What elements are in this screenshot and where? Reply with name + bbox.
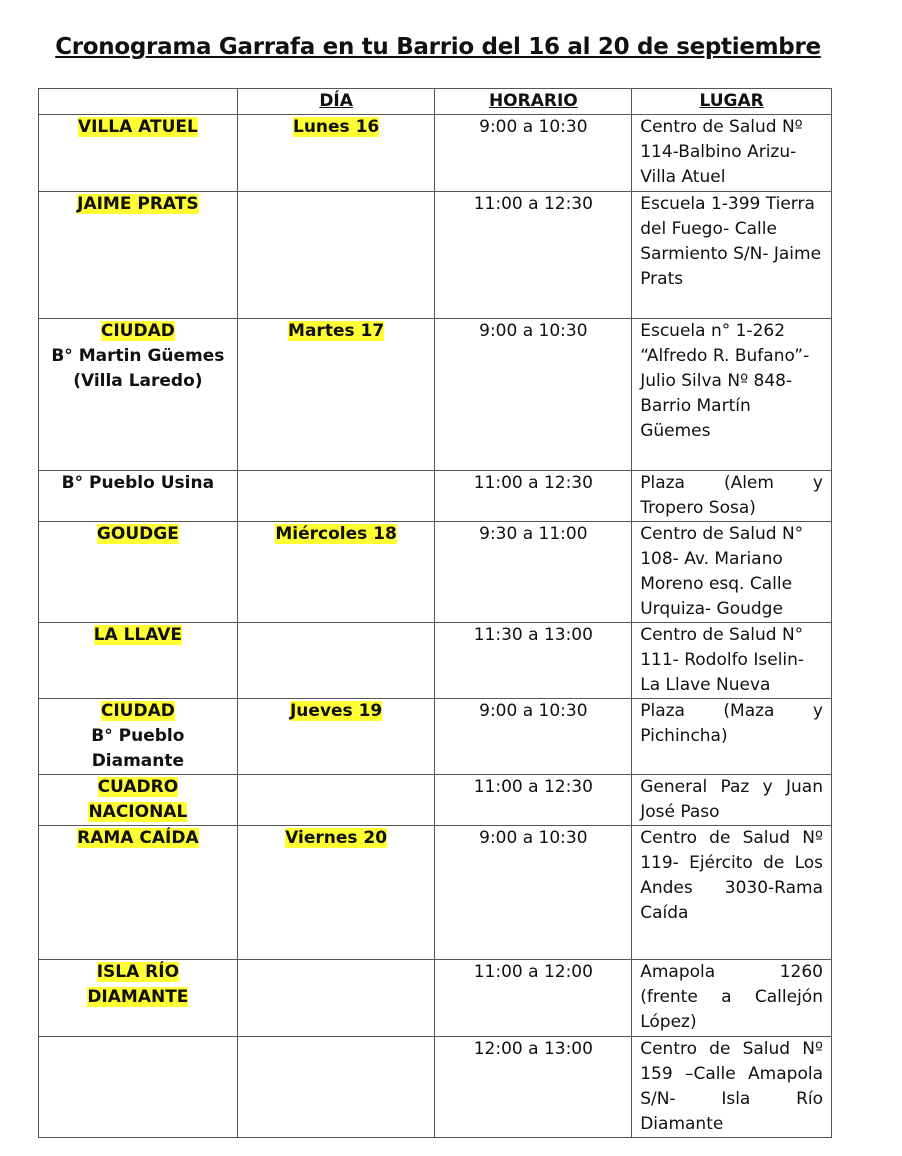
table-row [39,192,832,319]
lugar-cell: Plaza (Maza y Pichincha) [632,699,832,775]
horario-cell: 11:00 a 12:30 [435,192,632,319]
table-row [39,775,832,826]
schedule-rows [39,115,832,1138]
horario-cell: 9:00 a 10:30 [435,115,632,192]
table-row [39,522,832,623]
barrio-name: B° Pueblo Usina [61,473,215,493]
horario-cell: 9:30 a 11:00 [435,522,632,623]
barrio-cell [39,826,238,960]
barrio-cell [39,115,238,192]
lugar-cell: Centro de Salud Nº 159 –Calle Amapola S/N- Isla Río Diamante [632,1037,832,1138]
barrio-name: CIUDAD [100,321,175,341]
dia-label: Viernes 20 [285,828,388,848]
barrio-cell [39,522,238,623]
header-dia: DÍA [237,89,435,115]
lugar-cell: Amapola 1260 (frente a Callejón López) [632,960,832,1037]
dia-cell [237,623,435,699]
horario-cell: 9:00 a 10:30 [435,319,632,471]
barrio-cell [39,775,238,826]
lugar-cell: Escuela n° 1-262 “Alfredo R. Bufano”-Julio Silva Nº 848-Barrio Martín Güemes [632,319,832,471]
horario-cell: 11:30 a 13:00 [435,623,632,699]
lugar-cell: Centro de Salud Nº 119- Ejército de Los Andes 3030-Rama Caída [632,826,832,960]
barrio-cell [39,192,238,319]
lugar-cell: Plaza (Alem y Tropero Sosa) [632,471,832,522]
table-row [39,471,832,522]
table-row [39,960,832,1037]
dia-cell [237,826,435,960]
dia-label: Miércoles 18 [275,524,397,544]
barrio-name: B° Martin Güemes [51,346,225,366]
table-row [39,319,832,471]
barrio-name: VILLA ATUEL [77,117,198,137]
header-barrio [39,89,238,115]
dia-label: Jueves 19 [289,701,383,721]
header-lugar: LUGAR [632,89,832,115]
dia-cell [237,960,435,1037]
table-row [39,623,832,699]
barrio-cell [39,319,238,471]
barrio-name: GOUDGE [96,524,179,544]
barrio-cell [39,1037,238,1138]
table-row [39,826,832,960]
lugar-cell: Centro de Salud N° 108- Av. Mariano Moreno esq. Calle Urquiza- Goudge [632,522,832,623]
barrio-name: JAIME PRATS [77,194,199,214]
dia-label: Martes 17 [288,321,385,341]
horario-cell: 11:00 a 12:30 [435,775,632,826]
dia-cell [237,775,435,826]
barrio-name: CUADRO NACIONAL [88,777,188,822]
barrio-name: LA LLAVE [93,625,183,645]
barrio-cell [39,623,238,699]
table-row [39,699,832,775]
barrio-name: CIUDAD [100,701,175,721]
dia-label: Lunes 16 [292,117,380,137]
schedule-table [38,88,832,1138]
dia-cell [237,115,435,192]
page-title: Cronograma Garrafa en tu Barrio del 16 al 20 de septiembre [55,34,821,60]
dia-cell [237,319,435,471]
header-horario: HORARIO [435,89,632,115]
horario-cell: 12:00 a 13:00 [435,1037,632,1138]
barrio-cell [39,471,238,522]
barrio-name: B° Pueblo Diamante [91,726,185,771]
lugar-cell: Escuela 1-399 Tierra del Fuego- Calle Sarmiento S/N- Jaime Prats [632,192,832,319]
barrio-name: ISLA RÍO DIAMANTE [87,962,189,1007]
table-row [39,1037,832,1138]
horario-cell: 11:00 a 12:30 [435,471,632,522]
lugar-cell: Centro de Salud N° 111- Rodolfo Iselin- La Llave Nueva [632,623,832,699]
horario-cell: 9:00 a 10:30 [435,826,632,960]
dia-cell [237,471,435,522]
header-row [39,89,832,115]
table-row [39,115,832,192]
barrio-name: (Villa Laredo) [73,371,203,391]
dia-cell [237,192,435,319]
lugar-cell: General Paz y Juan José Paso [632,775,832,826]
dia-cell [237,1037,435,1138]
lugar-cell: Centro de Salud Nº 114-Balbino Arizu- Villa Atuel [632,115,832,192]
horario-cell: 11:00 a 12:00 [435,960,632,1037]
dia-cell [237,699,435,775]
barrio-cell [39,699,238,775]
barrio-name: RAMA CAÍDA [77,828,199,848]
dia-cell [237,522,435,623]
barrio-cell [39,960,238,1037]
horario-cell: 9:00 a 10:30 [435,699,632,775]
